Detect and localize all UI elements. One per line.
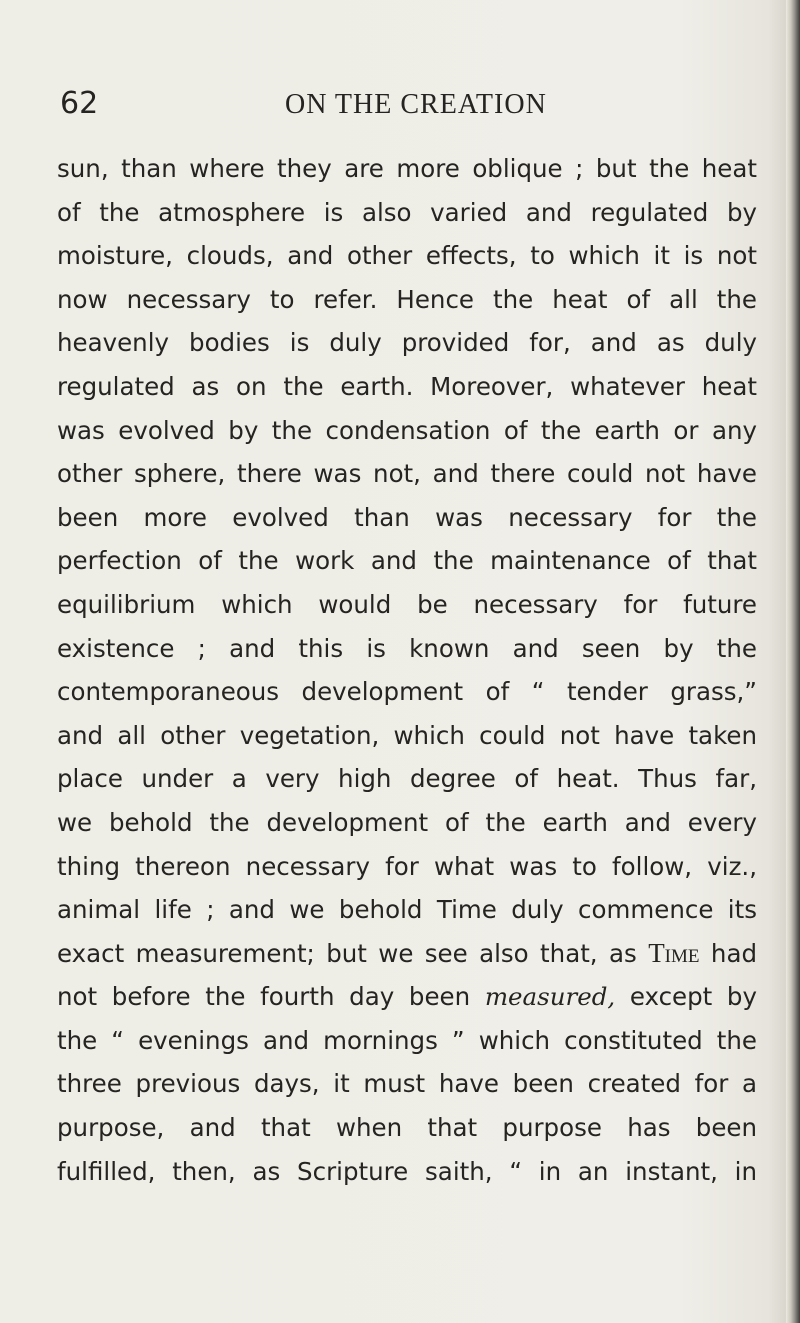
- text-line: the “ evenings and mornings ” which constituted the: [57, 1025, 757, 1055]
- text-line: moisture, clouds, and other effects, to which it is not: [57, 241, 757, 271]
- text-line: place under a very high degree of heat. Thus far,: [57, 764, 757, 794]
- text-line: thing thereon necessary for what was to follow, viz.,: [57, 851, 757, 881]
- text-line: equilibrium which would be necessary for future: [57, 589, 757, 619]
- text-fragment: exact measurement; but we see also that, as: [57, 938, 637, 968]
- text-line: [57, 932, 757, 976]
- text-line: sun, than where they are more oblique ; but the heat: [57, 154, 757, 183]
- italic-word: measured,: [484, 982, 616, 1012]
- page-gutter-shadow: [786, 0, 800, 1323]
- text-line: now necessary to refer. Hence the heat of all the: [57, 284, 757, 314]
- text-line: animal life ; and we behold Time duly commence its: [57, 895, 757, 925]
- text-line: contemporaneous development of “ tender grass,”: [57, 677, 757, 707]
- text-line: [57, 975, 757, 1019]
- running-head: ON THE CREATION: [285, 89, 547, 120]
- body-text: [57, 147, 757, 1193]
- text-fragment: had: [710, 938, 758, 968]
- text-line: fulfilled, then, as Scripture saith, “ in an instant, in: [57, 1156, 757, 1186]
- text-fragment: not before the fourth day been: [57, 982, 471, 1012]
- page-number: 62: [60, 86, 99, 121]
- text-line: purpose, and that when that purpose has been: [57, 1113, 757, 1143]
- text-line: heavenly bodies is duly provided for, and as duly: [57, 328, 757, 358]
- page-header: [0, 86, 800, 126]
- text-line: and all other vegetation, which could not have taken: [57, 720, 757, 750]
- small-caps-word: Time: [648, 937, 700, 968]
- text-line: existence ; and this is known and seen by the: [57, 633, 757, 663]
- text-line: was evolved by the condensation of the earth or any: [57, 415, 757, 445]
- text-fragment: except by: [629, 982, 757, 1012]
- text-line: three previous days, it must have been created for a: [57, 1069, 757, 1099]
- text-line: of the atmosphere is also varied and regulated by: [57, 197, 757, 227]
- text-line: other sphere, there was not, and there could not have: [57, 459, 757, 489]
- text-line: been more evolved than was necessary for the: [57, 502, 757, 532]
- text-line: regulated as on the earth. Moreover, whatever heat: [57, 371, 757, 401]
- text-line: we behold the development of the earth and every: [57, 807, 757, 837]
- text-line: perfection of the work and the maintenance of that: [57, 546, 757, 576]
